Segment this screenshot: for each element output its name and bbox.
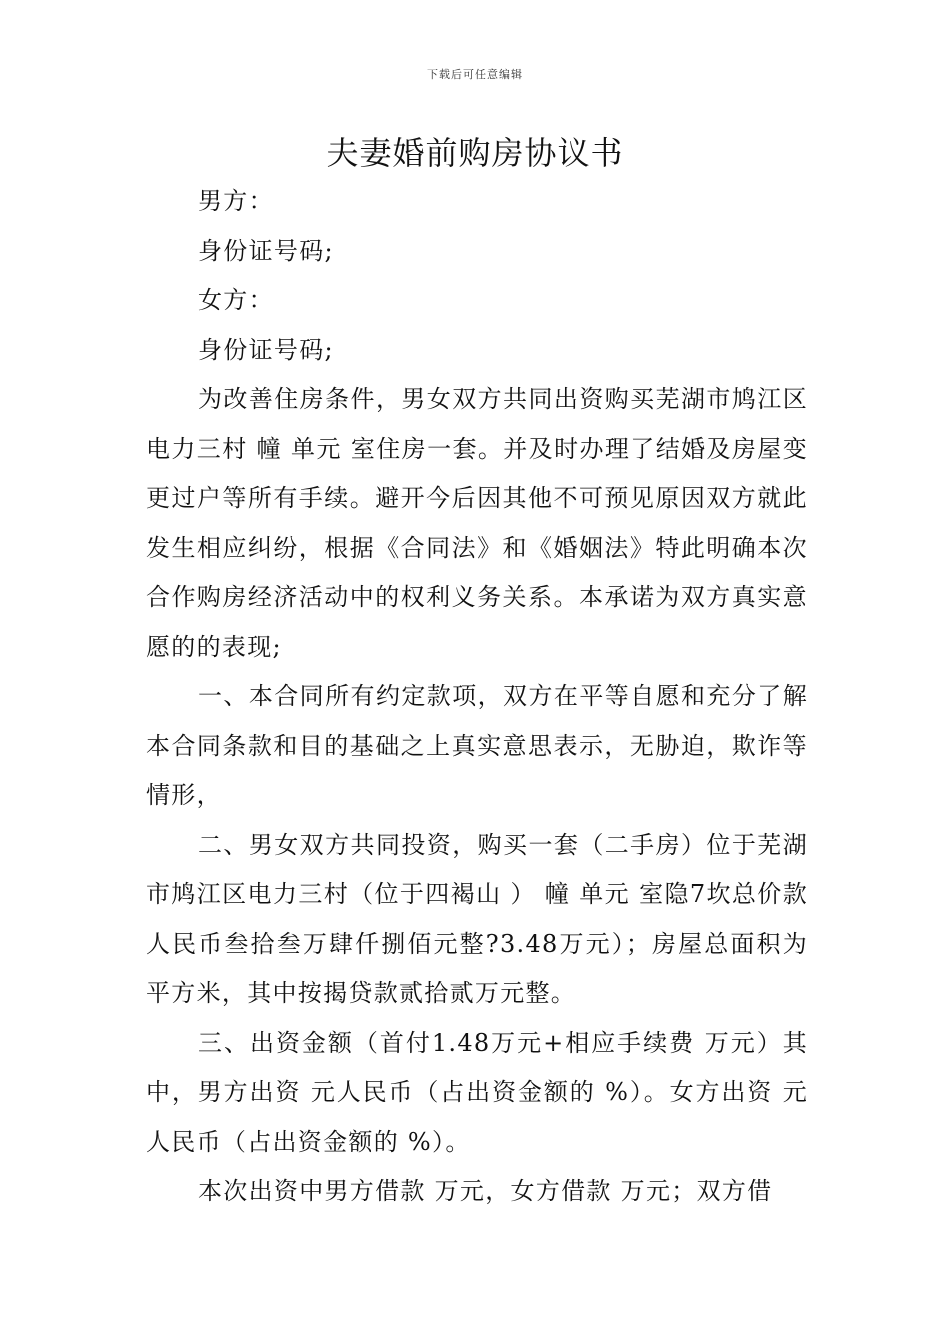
document-title: 夫妻婚前购房协议书 — [326, 134, 624, 172]
male-id-label: 身份证号码; — [198, 236, 334, 265]
intro-paragraph: 为改善住房条件，男女双方共同出资购买芜湖市鸠江区电力三村 幢 单元 室住房一套。并及时办理了结婚及房屋变更过户等所有手续。避开今后因其他不可预见原因双方就此发生相应纠纷，根据《合同法》和《婚姻法》特此明确本次合作购房经济活动中的权利义务关系。本承诺为双方真实意愿的的表现; — [146, 385, 808, 661]
clause-4-start: 本次出资中男方借款 万元，女方借款 万元；双方借 — [198, 1177, 773, 1205]
clause-3: 三、出资金额（首付1.48万元+相应手续费 万元）其中，男方出资 元人民币（占出资金额的 %）。女方出资 元人民币（占出资金额的 %）。 — [146, 1028, 808, 1156]
header-note: 下载后可任意编辑 — [427, 68, 523, 81]
clause-1: 一、本合同所有约定款项，双方在平等自愿和充分了解本合同条款和目的基础之上真实意思表示，无胁迫，欺诈等情形， — [146, 682, 808, 809]
female-party-label: 女方： — [198, 286, 274, 314]
clause-2: 二、男女双方共同投资，购买一套（二手房）位于芜湖市鸠江区电力三村（位于四褐山 ） 幢 单元 室隐7坎总价款人民币叁拾叁万肆仟捌佰元整?3.48万元）；房屋总面积为 平方米，其中按揭贷款贰拾贰万元整。 — [146, 830, 808, 1007]
female-id-label: 身份证号码; — [198, 335, 334, 364]
male-party-label: 男方： — [198, 187, 274, 215]
document-body — [146, 177, 808, 1217]
